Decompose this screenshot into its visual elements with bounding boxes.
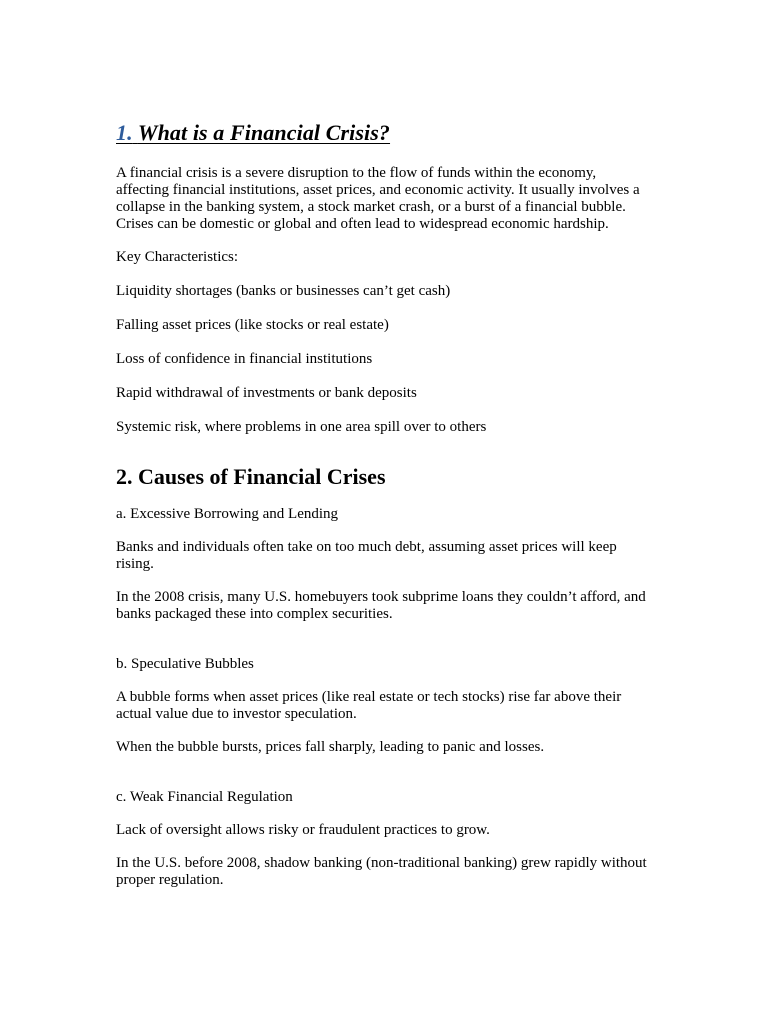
- subsection-c-paragraph-1: Lack of oversight allows risky or fraudulent practices to grow.: [116, 822, 490, 838]
- section1-intro: A financial crisis is a severe disruption to the flow of funds within the economy, affecting financial institutions, asset prices, and economic activity. It usually involves a collapse in the banking system, a stock market crash, or a burst of a financial bubble. Crises can be domestic or global and often lead to widespread economic hardship.: [116, 165, 640, 232]
- characteristic-item: Loss of confidence in financial institutions: [116, 351, 373, 367]
- characteristic-item: Liquidity shortages (banks or businesses can’t get cash): [116, 283, 451, 299]
- subsection-a-heading: a. Excessive Borrowing and Lending: [116, 506, 339, 522]
- subsection-b-paragraph-2: When the bubble bursts, prices fall sharply, leading to panic and losses.: [116, 739, 545, 755]
- characteristic-item: Systemic risk, where problems in one area spill over to others: [116, 419, 487, 435]
- subsection-a-paragraph-1: Banks and individuals often take on too much debt, assuming asset prices will keep rising.: [116, 539, 617, 572]
- subsection-c-paragraph-2: In the U.S. before 2008, shadow banking (non-traditional banking) grew rapidly without proper regulation.: [116, 855, 647, 888]
- section1-heading: [116, 118, 648, 148]
- section2-heading: 2. Causes of Financial Crises: [116, 464, 386, 489]
- subsection-a-paragraph-2: In the 2008 crisis, many U.S. homebuyers took subprime loans they couldn’t afford, and banks packaged these into complex securities.: [116, 589, 646, 622]
- subsection-b-paragraph-1: A bubble forms when asset prices (like real estate or tech stocks) rise far above their actual value due to investor speculation.: [116, 689, 622, 722]
- key-characteristics-label: Key Characteristics:: [116, 249, 239, 265]
- section1-title: What is a Financial Crisis?: [137, 120, 391, 145]
- characteristic-item: Rapid withdrawal of investments or bank deposits: [116, 385, 417, 401]
- section1-number: 1.: [116, 120, 133, 145]
- characteristic-item: Falling asset prices (like stocks or real estate): [116, 317, 389, 333]
- subsection-c-heading: c. Weak Financial Regulation: [116, 789, 293, 805]
- subsection-b-heading: b. Speculative Bubbles: [116, 656, 254, 672]
